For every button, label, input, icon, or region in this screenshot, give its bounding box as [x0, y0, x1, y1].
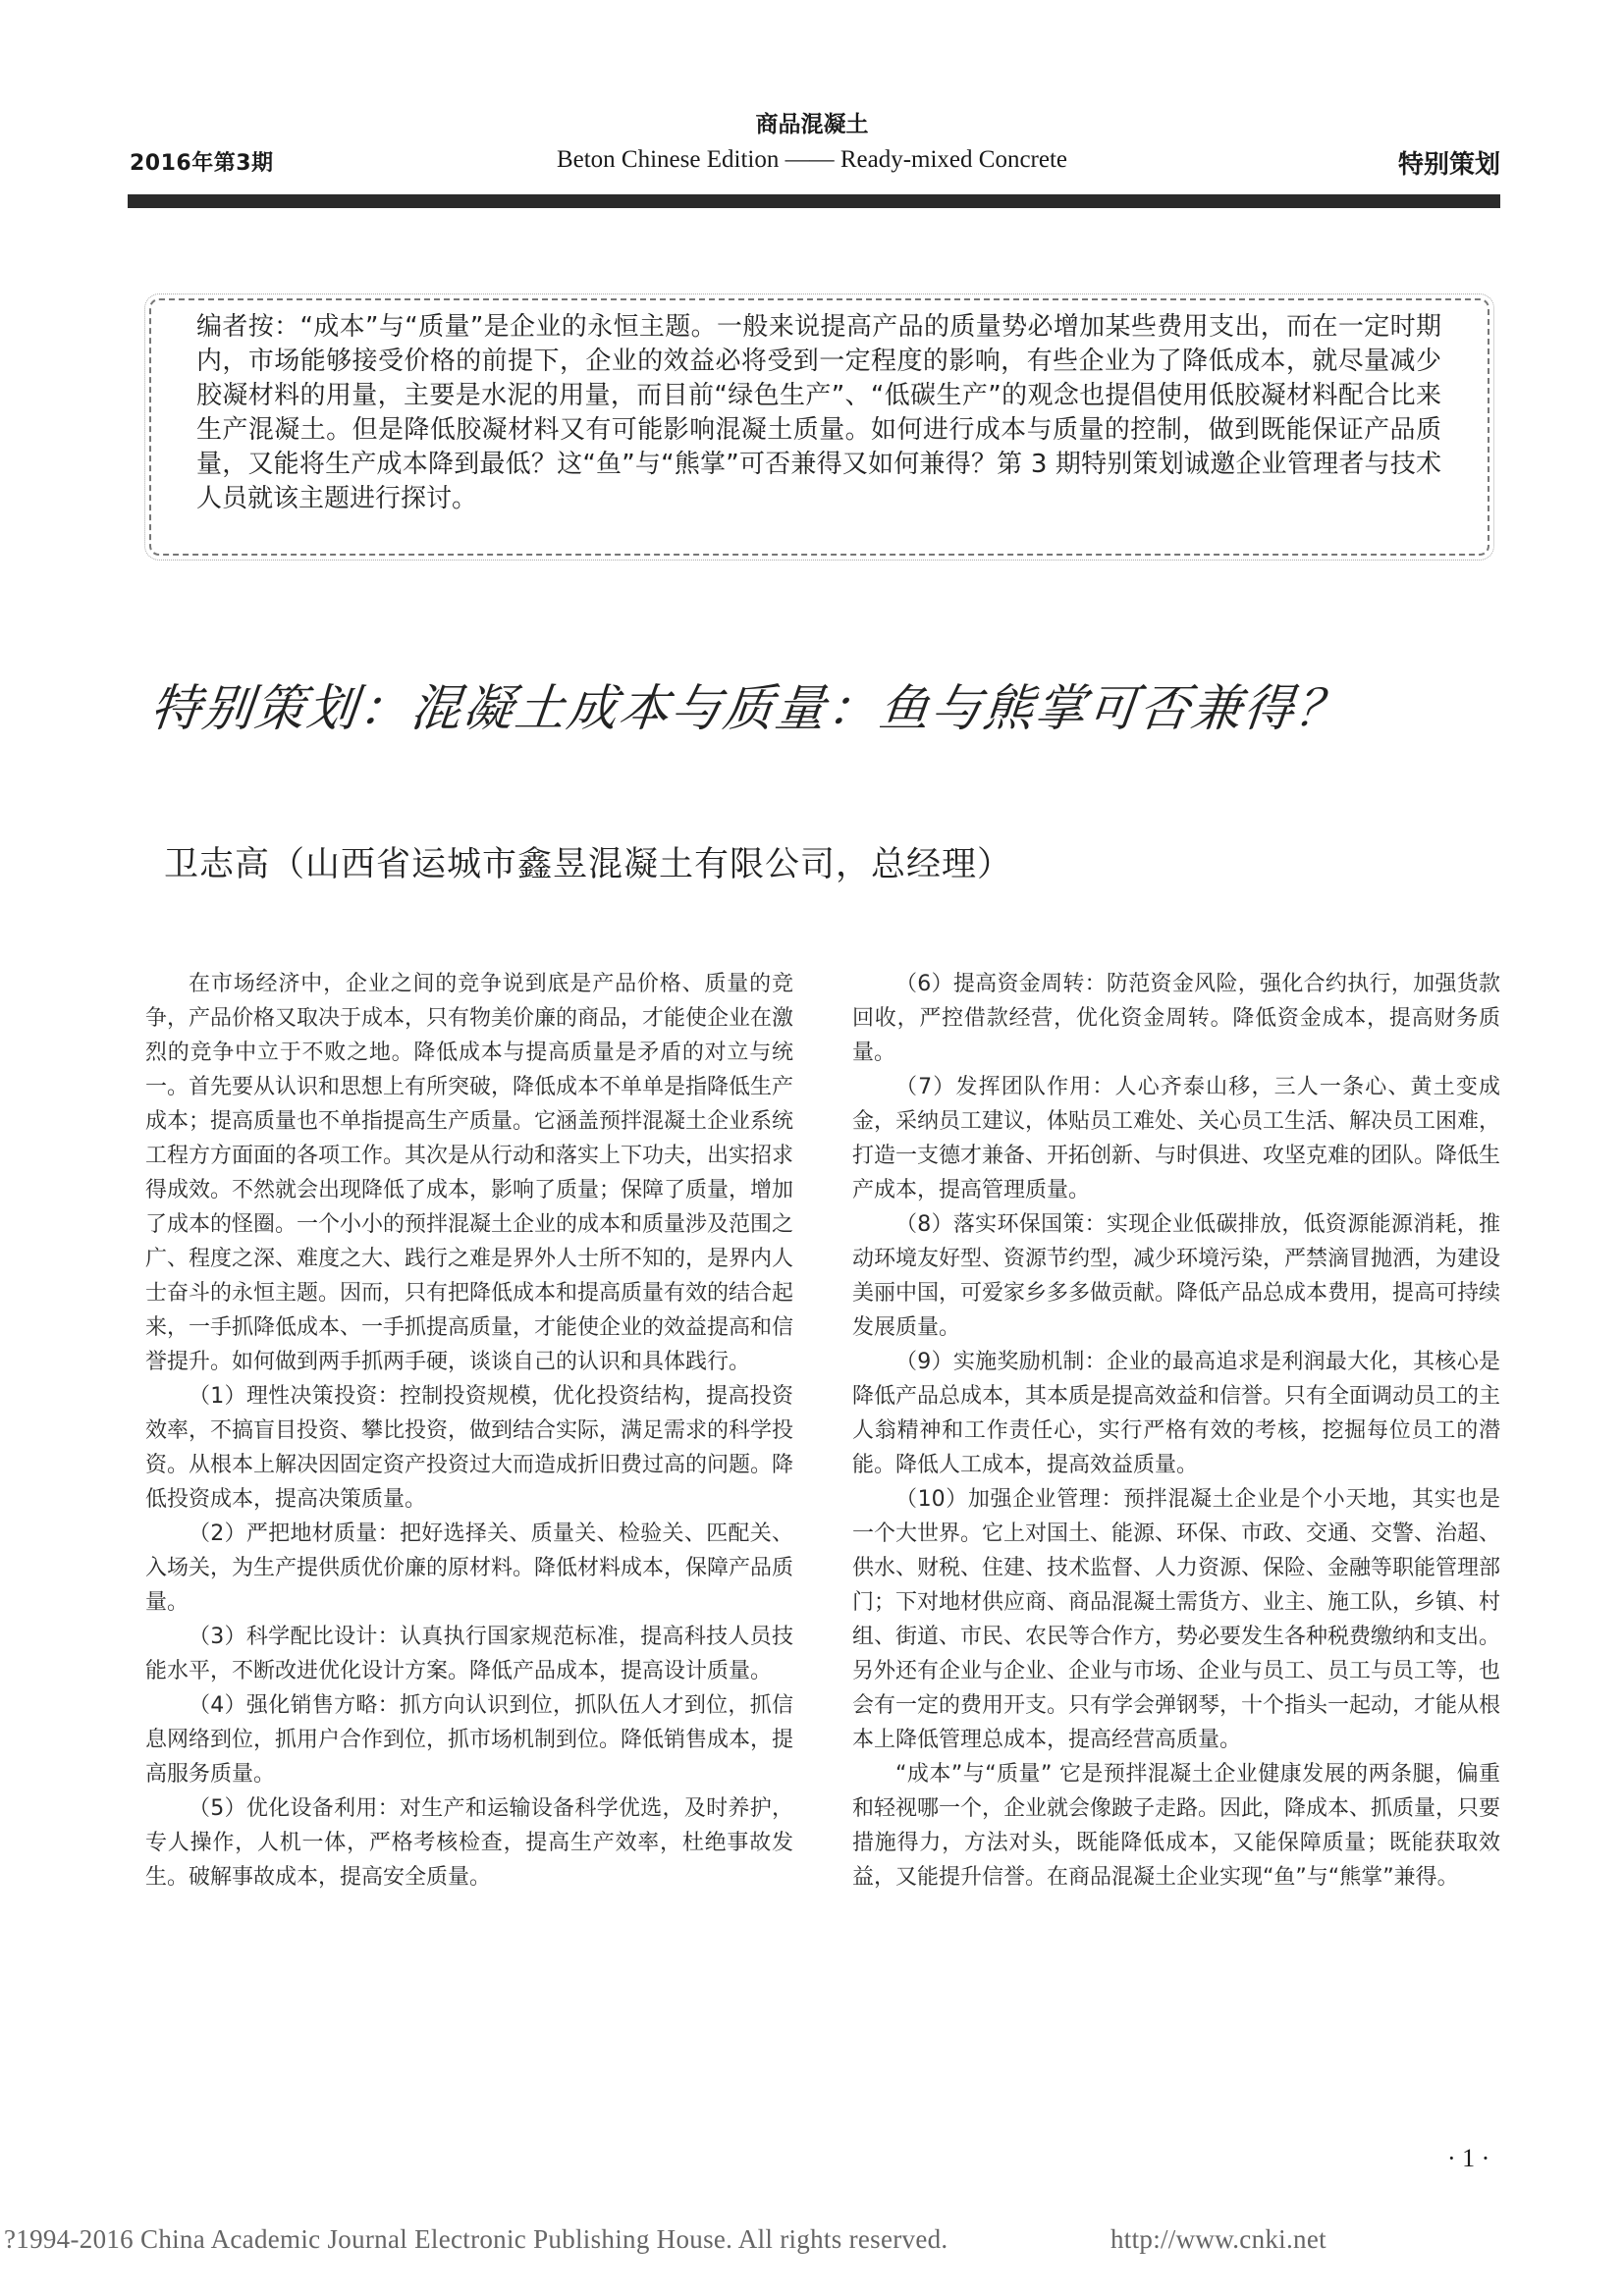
- journal-title: 商品混凝土: [755, 112, 869, 137]
- paragraph: 在市场经济中，企业之间的竞争说到底是产品价格、质量的竞争，产品价格又取决于成本，只有物美价廉的商品，才能使企业在激烈的竞争中立于不败之地。降低成本与提高质量是矛盾的对立与统一。首先要从认识和思想上有所突破，降低成本不单单是指降低生产成本；提高质量也不单指提高生产质量。它涵盖预拌混凝土企业系统工程方方面面的各项工作。其次是从行动和落实上下功夫，出实招求得成效。不然就会出现降低了成本，影响了质量；保障了质量，增加了成本的怪圈。一个小小的预拌混凝土企业的成本和质量涉及范围之广、程度之深、难度之大、践行之难是界外人士所不知的，是界内人士奋斗的永恒主题。因而，只有把降低成本和提高质量有效的结合起来，一手抓降低成本、一手抓提高质量，才能使企业的效益提高和信誉提升。如何做到两手抓两手硬，谈谈自己的认识和具体践行。: [145, 972, 794, 1374]
- article-title: 特别策划：混凝土成本与质量：鱼与熊掌可否兼得？: [147, 680, 1351, 738]
- copyright-notice: ?1994-2016 China Academic Journal Electronic Publishing House. All rights reserved.: [4, 2224, 948, 2254]
- issue-label: 2016年第3期: [130, 151, 274, 176]
- paragraph: （7）发挥团队作用：人心齐泰山移，三人一条心、黄土变成金，采纳员工建议，体贴员工难处、关心员工生活、解决员工困难，打造一支德才兼备、开拓创新、与时俱进、攻坚克难的团队。降低生产成本，提高管理质量。: [852, 1075, 1501, 1202]
- header-rule: [128, 194, 1500, 208]
- paragraph: （10）加强企业管理：预拌混凝土企业是个小天地，其实也是一个大世界。它上对国土、能源、环保、市政、交通、交警、治超、供水、财税、住建、技术监督、人力资源、保险、金融等职能管理部门；下对地材供应商、商品混凝土需货方、业主、施工队，乡镇、村组、街道、市民、农民等合作方，势必要发生各种税费缴纳和支出。另外还有企业与企业、企业与市场、企业与员工、员工与员工等，也会有一定的费用开支。只有学会弹钢琴，十个指头一起动，才能从根本上降低管理总成本，提高经营高质量。: [852, 1487, 1501, 1752]
- paragraph: （3）科学配比设计：认真执行国家规范标准，提高科技人员技能水平，不断改进优化设计方案。降低产品成本，提高设计质量。: [145, 1625, 793, 1683]
- paragraph: （2）严把地材质量：把好选择关、质量关、检验关、匹配关、入场关，为生产提供质优价廉的原材料。降低材料成本，保障产品质量。: [145, 1522, 794, 1615]
- journal-subtitle: Beton Chinese Edition —— Ready-mixed Concrete: [556, 146, 1068, 173]
- editor-note: 编者按：“成本”与“质量”是企业的永恒主题。一般来说提高产品的质量势必增加某些费用支出，而在一定时期内，市场能够接受价格的前提下，企业的效益必将受到一定程度的影响，有些企业为了降低成本，就尽量减少胶凝材料的用量，主要是水泥的用量，而目前“绿色生产”、“低碳生产”的观念也提倡使用低胶凝材料配合比来生产混凝土。但是降低胶凝材料又有可能影响混凝土质量。如何进行成本与质量的控制，做到既能保证产品质量，又能将生产成本降到最低？这“鱼”与“熊掌”可否兼得又如何兼得？第 3 期特别策划诚邀企业管理者与技术人员就该主题进行探讨。: [196, 312, 1441, 513]
- paragraph: “成本”与“质量” 它是预拌混凝土企业健康发展的两条腿，偏重和轻视哪一个，企业就会像跛子走路。因此，降成本、抓质量，只要措施得力，方法对头，既能降低成本，又能保障质量；既能获取效益，又能提升信誉。在商品混凝土企业实现“鱼”与“熊掌”兼得。: [852, 1762, 1501, 1890]
- article-author: 卫志高（山西省运城市鑫昱混凝土有限公司，总经理）: [164, 845, 1013, 884]
- page-number: · 1 ·: [1447, 2144, 1490, 2172]
- left-column: [145, 967, 793, 1895]
- paragraph: （1）理性决策投资：控制投资规模，优化投资结构，提高投资效率，不搞盲目投资、攀比投资，做到结合实际，满足需求的科学投资。从根本上解决因固定资产投资过大而造成折旧费过高的问题。降低投资成本，提高决策质量。: [145, 1384, 794, 1512]
- journal-header: [517, 111, 1107, 176]
- paragraph: （4）强化销售方略：抓方向认识到位，抓队伍人才到位，抓信息网络到位，抓用户合作到位，抓市场机制到位。降低销售成本，提高服务质量。: [145, 1693, 794, 1787]
- paragraph: （6）提高资金周转：防范资金风险，强化合约执行，加强货款回收，严控借款经营，优化资金周转。降低资金成本，提高财务质量。: [852, 972, 1500, 1065]
- editor-note-box: [149, 298, 1489, 556]
- paragraph: （9）实施奖励机制：企业的最高追求是利润最大化，其核心是降低产品总成本，其本质是提高效益和信誉。只有全面调动员工的主人翁精神和工作责任心，实行严格有效的考核，挖掘每位员工的潜能。降低人工成本，提高效益质量。: [852, 1350, 1501, 1477]
- paragraph: （5）优化设备利用：对生产和运输设备科学优选，及时养护，专人操作，人机一体，严格考核检查，提高生产效率，杜绝事故发生。破解事故成本，提高安全质量。: [145, 1796, 793, 1890]
- section-label: 特别策划: [1397, 150, 1500, 180]
- paragraph: （8）落实环保国策：实现企业低碳排放，低资源能源消耗，推动环境友好型、资源节约型，减少环境污染，严禁滴冒抛洒，为建设美丽中国，可爱家乡多多做贡献。降低产品总成本费用，提高可持续发展质量。: [852, 1212, 1501, 1340]
- footer-url[interactable]: http://www.cnki.net: [1110, 2224, 1326, 2254]
- right-column: [852, 967, 1500, 1895]
